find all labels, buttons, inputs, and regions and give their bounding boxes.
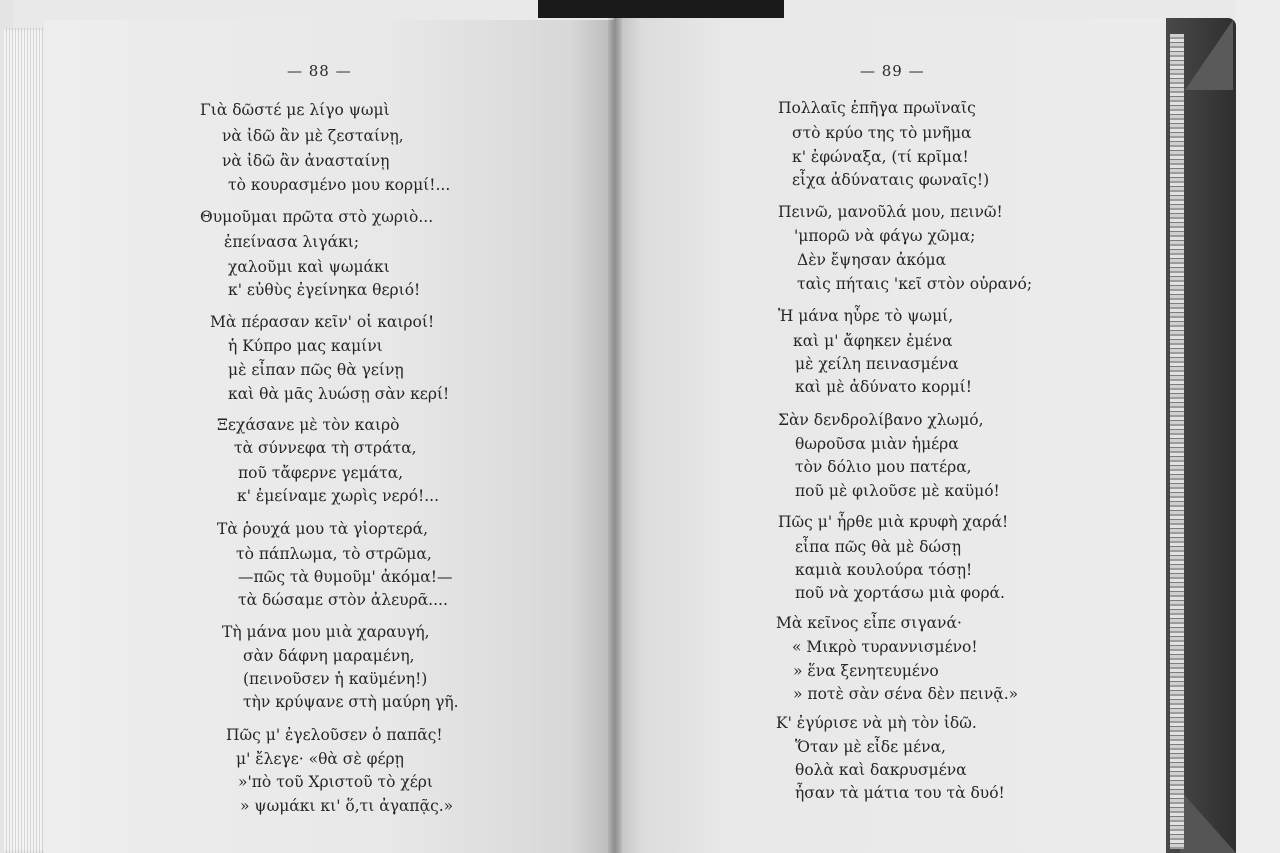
verse-line: Τὴ μάνα μου μιὰ χαραυγή, [222,623,430,641]
verse-line: » ἕνα ξενητευμένο [793,662,939,680]
verse-line: ἐπείνασα λιγάκι; [224,233,360,251]
verse-line: καὶ μ' ἄφηκεν ἐμένα [793,332,953,350]
background-right [1236,0,1280,853]
verse-line: Κ' ἐγύρισε νὰ μὴ τὸν ἰδῶ. [776,714,977,732]
verse-line: θωροῦσα μιὰν ἡμέρα [795,435,959,453]
verse-line: τὴν κρύψανε στὴ μαύρη γῆ. [243,693,459,711]
verse-line: Θυμοῦμαι πρῶτα στὸ χωριὸ... [200,208,434,226]
verse-line: καὶ θὰ μᾶς λυώσῃ σὰν κερί! [228,385,450,403]
verse-line: Ξεχάσανε μὲ τὸν καιρὸ [217,416,400,434]
verse-line: ποῦ νὰ χορτάσω μιὰ φορά. [795,584,1005,602]
verse-line: τὸ κουρασμένο μου κορμί!... [228,176,451,194]
verse-line: μὲ εἶπαν πῶς θὰ γείνῃ [228,361,404,379]
verse-line: » ποτὲ σὰν σένα δὲν πεινᾷ.» [793,685,1019,703]
verse-line: στὸ κρύο της τὸ μνῆμα [792,124,972,142]
verse-line: Πολλαῖς ἐπῆγα πρωϊναῖς [778,99,976,117]
verse-line: μ' ἔλεγε· «θὰ σὲ φέρῃ [236,750,404,768]
verse-line: »'πὸ τοῦ Χριστοῦ τὸ χέρι [238,773,433,791]
verse-line: τὰ σύννεφα τὴ στράτα, [234,439,417,457]
verse-line: Πῶς μ' ἦρθε μιὰ κρυφὴ χαρά! [778,513,1009,531]
verse-line: εἶπα πῶς θὰ μὲ δώσῃ [795,538,962,556]
verse-line: Ἡ μάνα ηὗρε τὸ ψωμί, [778,307,954,325]
verse-line: καὶ μὲ ἀδύνατο κορμί! [795,378,972,396]
verse-line: Μὰ κεῖνος εἶπε σιγανά· [776,614,962,632]
book-gutter [608,18,622,853]
verse-line: εἶχα ἀδύναταις φωναῖς!) [792,171,990,189]
verse-line: τὸ πάπλωμα, τὸ στρῶμα, [236,545,432,563]
verse-line: Πεινῶ, μανοῦλά μου, πεινῶ! [778,203,1003,221]
verse-line: « Μικρὸ τυραννισμένο! [792,638,978,656]
verse-line: νὰ ἰδῶ ἂν ἀνασταίνῃ [222,152,390,170]
verse-line: τὸν δόλιο μου πατέρα, [795,458,972,476]
verse-line: » ψωμάκι κι' ὅ,τι ἀγαπᾷς.» [240,797,454,815]
verse-line: χαλοῦμι καὶ ψωμάκι [228,258,390,276]
verse-line: ἡ Κύπρο μας καμίνι [228,337,383,355]
verse-line: Σὰν δενδρολίβανο χλωμό, [778,411,984,429]
verse-line: ποῦ μὲ φιλοῦσε μὲ καϋμό! [795,482,1000,500]
verse-line: θολὰ καὶ δακρυσμένα [795,761,967,779]
verse-line: σὰν δάφνη μαραμένη, [243,647,415,665]
page-stack-edge [4,28,48,853]
verse-line: Μὰ πέρασαν κεῖν' οἱ καιροί! [210,313,435,331]
verse-line: (πεινοῦσεν ἡ καϋμένη!) [243,670,428,688]
verse-line: Ὅταν μὲ εἶδε μένα, [795,738,946,756]
verse-line: κ' εὐθὺς ἐγείνηκα θεριό! [228,281,421,299]
verse-line: μὲ χείλη πεινασμένα [795,355,959,373]
verse-line: Πῶς μ' ἐγελοῦσεν ὁ παπᾶς! [226,726,443,744]
verse-line: ταὶς πήταις 'κεῖ στὸν οὐρανό; [797,275,1033,293]
verse-line: Τὰ ῥουχά μου τὰ γἰορτερά, [217,520,429,538]
verse-line: —πῶς τὰ θυμοῦμ' ἀκόμα!— [238,568,453,586]
verse-line: κ' ἐφώναξα, (τί κρῖμα! [792,148,969,166]
verse-line: τὰ δώσαμε στὸν ἀλευρᾶ.... [238,591,448,609]
verse-line: Γιὰ δῶστέ με λίγο ψωμὶ [200,101,390,119]
page-number-right: — 89 — [860,62,925,80]
verse-line: κ' ἐμείναμε χωρὶς νερό!... [237,487,440,505]
marbled-page-edge [1170,34,1184,849]
verse-line: Δὲν ἔψησαν ἀκόμα [797,251,947,269]
top-shadow [538,0,784,18]
verse-line: 'μπορῶ νὰ φάγω χῶμα; [794,227,976,245]
page-number-left: — 88 — [287,62,352,80]
verse-line: νὰ ἰδῶ ἂν μὲ ζεσταίνῃ, [222,127,404,145]
verse-line: καμιὰ κουλούρα τόσῃ! [795,561,973,579]
verse-line: ποῦ τἄφερνε γεμάτα, [238,464,404,482]
verse-line: ἦσαν τὰ μάτια του τὰ δυό! [795,784,1005,802]
